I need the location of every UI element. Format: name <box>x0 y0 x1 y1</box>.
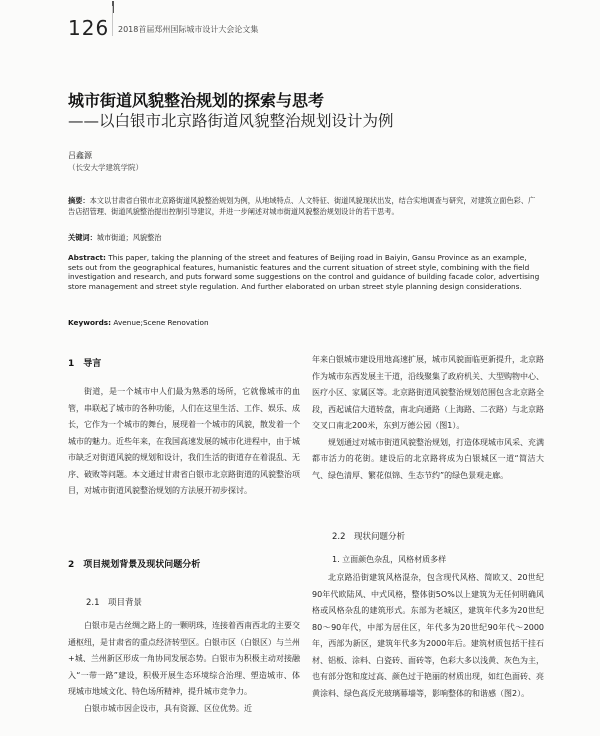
section-1-paragraph: 街道，是一个城市中人们最为熟悉的场所，它就像城市的血管，串联起了城市的各种功能，人们在这里生活、工作、娱乐、成长，它作为一个城市的舞台，展现着一个城市的风貌，散发着一个城市的魅力。近些年来，在我国高速发展的城市化进程中，由于城市缺乏对街道风貌的规划和设计，我们生活的街道存在着混乱、无序、破败等问题。本文通过甘肃省白银市北京路街道的风貌整治项目，对城市街道风貌整治规划的方法展开初步探讨。 <box>68 387 300 495</box>
journal-title: 2018首届郑州国际城市设计大会论文集 <box>118 25 259 34</box>
section-1-body <box>68 384 300 500</box>
keywords-zh-label: 关键词： <box>68 233 97 242</box>
keywords-en <box>68 318 209 327</box>
keywords-zh <box>68 233 540 243</box>
abstract-zh-text: 本文以甘肃省白银市北京路街道风貌整治规划为例，从地域特点、人文特征、街道风貌现状出发，结合实地调查与研究，对建筑立面色彩、广告店招管理、街道风貌整治提出控制引导建议，并进一步阐述对城市街道风貌整治规划设计的若干思考。 <box>68 196 536 216</box>
paper-title: 城市街道风貌整治规划的探索与思考 <box>68 91 325 110</box>
abstract-zh <box>68 196 540 217</box>
section-2-heading: 2 项目规划背景及现状问题分析 <box>68 560 201 570</box>
section-2-2-item-1-paragraph: 北京路沿街建筑风格混杂，包含现代风格、简欧又、20世纪90年代欧陆风、中式风格，整体街5O%以上建筑为无任何明确风格或风格杂乱的建筑形式。东部为老城区，建筑年代多为20世纪80～90年代，中部为居住区，年代多为20世纪90年代～2000年，西部为新区，建筑年代多为2000年后。建筑材质包括干挂石材、铝板、涂料、白瓷砖、面砖等，色彩大多以浅黄、灰色为主，也有部分饱和度过高、颜色过于艳丽的材质出现，如红色面砖、亮黄涂料、绿色高反光玻璃幕墙等，影响整体的和谐感（图2）。 <box>312 573 544 698</box>
abstract-en <box>68 253 540 291</box>
section-2-1-paragraph-3: 规划通过对城市街道风貌整治规划，打造体现城市风采、充满都市活力的花街。建设后的北京路将成为白银城区一道“简洁大气、绿色清厚、繁花似锦、生态节约”的绿色景观走廊。 <box>312 437 544 480</box>
section-2-1-paragraph-2-cont: 年来白银城市建设用地高速扩展，城市风貌面临更新提升，北京路作为城市东西发展主干道，沿线聚集了政府机关、大型购物中心、医疗小区、家属区等。北京路街道风貌整治规划范围包含北京路全段，西起诚信大道转盘，南北向通路（上海路、二衣路）与北京路交叉口南北200米，东到万德公园（图1）。 <box>312 355 544 430</box>
section-2-1-continued <box>312 352 544 484</box>
section-2-2-heading: 2.2 现状问题分析 <box>332 532 406 542</box>
abstract-en-text: This paper, taking the planning of the street and features of Beijing road in Baiyin, Gansu Province as an example, sets out from the geographical features, humanistic features and the current situation of street style, combining with the field investigation and research, and puts forward some suggestions on the control and guidance of building facade color, advertising store management and street style regulation. And further elaborated on urban street style planning design considerations. <box>68 253 540 291</box>
section-2-1-paragraph-2-start: 白银市城市因企设市，具有资源、区位优势。近 <box>84 703 252 713</box>
keywords-zh-text: 城市街道；风貌整治 <box>96 233 162 242</box>
author-name: 吕鑫源 <box>68 151 92 160</box>
abstract-zh-label: 摘要： <box>68 196 90 205</box>
keywords-en-label: Keywords: <box>68 318 112 327</box>
section-2-2-item-1-heading: 1. 立面颜色杂乱，风格材质多样 <box>332 555 447 564</box>
section-2-1-heading: 2.1 项目背景 <box>86 598 143 608</box>
section-2-2-body <box>312 570 544 702</box>
keywords-en-text: Avenue;Scene Renovation <box>111 318 209 327</box>
header-divider <box>112 6 113 36</box>
section-2-1-paragraph-1: 白银市是古丝绸之路上的一颗明珠，连接着西南西北的主要交通枢纽，是甘肃省的重点经济转型区。白银市区（白银区）与兰州+城、兰州新区形成一角协同发展态势。白银市为积极主动对接融入“一带一路”建设，积极开展生态环境综合治理、塑造城市、体现城市地域文化、特色场所精神，提升城市竞争力。 <box>68 621 300 696</box>
section-2-1-body <box>68 618 300 717</box>
author-affiliation: （长安大学建筑学院） <box>68 163 143 172</box>
page-number: 126 <box>68 16 110 40</box>
paper-subtitle: ——以白银市北京路街道风貌整治规划设计为例 <box>68 112 394 130</box>
abstract-en-label: Abstract: <box>68 253 106 262</box>
section-1-heading: 1 导言 <box>68 359 102 369</box>
